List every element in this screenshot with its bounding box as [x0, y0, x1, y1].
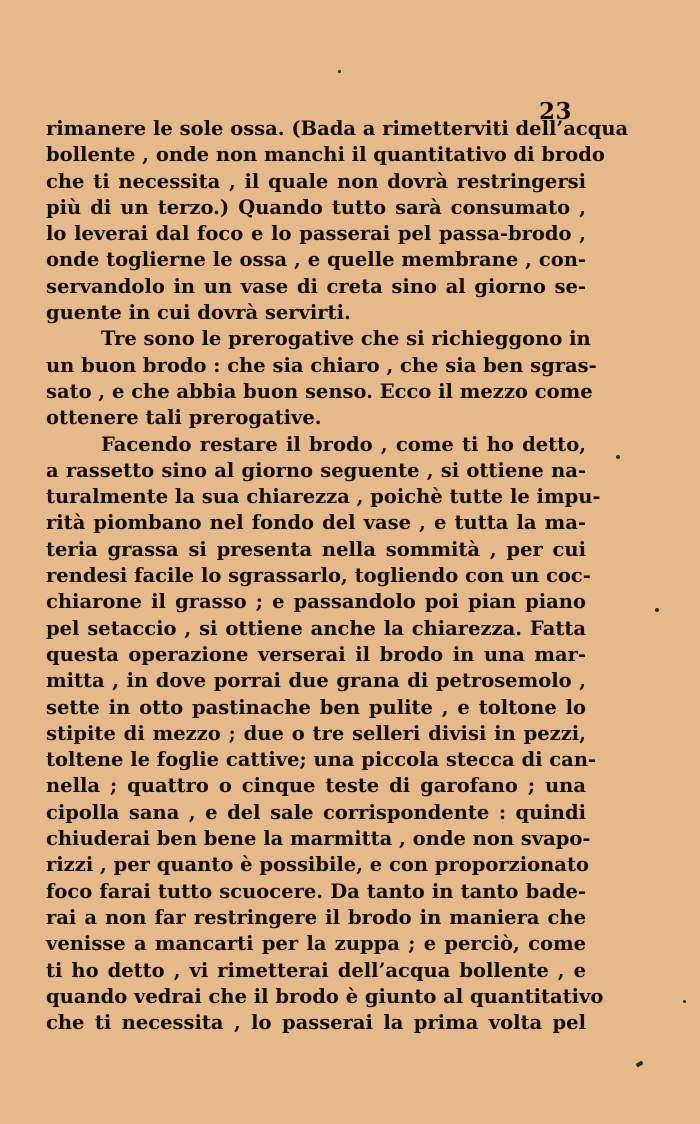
text-line: teria grassa si presenta nella sommità , per cui [46, 537, 586, 561]
text-line: a rassetto sino al giorno seguente , si ottiene na- [46, 458, 586, 482]
text-line: bollente , onde non manchi il quantitativo di brodo [46, 143, 605, 167]
page-text-body [46, 116, 629, 1036]
ink-speck [616, 455, 620, 459]
text-line: mitta , in dove porrai due grana di petrosemolo , [46, 669, 586, 693]
text-line: sette in otto pastinache ben pulite , e toltone lo [46, 695, 586, 719]
page-number: 23 [538, 98, 572, 125]
text-line: cipolla sana , e del sale corrispondente : quindi [46, 800, 586, 824]
text-line: questa operazione verserai il brodo in una mar- [46, 642, 586, 666]
text-line: nella ; quattro o cinque teste di garofano ; una [46, 774, 586, 798]
ink-speck [338, 70, 341, 73]
text-line: guente in cui dovrà servirti. [46, 301, 351, 325]
text-line: più di un terzo.) Quando tutto sarà consumato , [46, 195, 586, 219]
text-line: chiuderai ben bene la marmitta , onde non svapo- [46, 827, 591, 851]
text-line: un buon brodo : che sia chiaro , che sia ben sgras- [46, 353, 597, 377]
text-line: ti ho detto , vi rimetterai dell’acqua bollente , e [46, 958, 586, 982]
ink-speck [655, 608, 659, 612]
text-line: servandolo in un vase di creta sino al giorno se- [46, 274, 586, 298]
text-line: foco farai tutto scuocere. Da tanto in tanto bade- [46, 879, 586, 903]
text-line: ottenere tali prerogative. [46, 406, 322, 430]
ink-speck [683, 1000, 686, 1003]
text-line: turalmente la sua chiarezza , poichè tutte le impu- [46, 485, 601, 509]
text-line: onde toglierne le ossa , e quelle membrane , con- [46, 248, 586, 272]
text-line: rimanere le sole ossa. (Bada a rimetterviti dell’acqua [46, 117, 629, 140]
text-line: chiarone il grasso ; e passandolo poi pian piano [46, 590, 586, 614]
text-line: toltene le foglie cattive; una piccola stecca di can- [46, 748, 597, 772]
text-line: rità piombano nel fondo del vase , e tutta la ma- [46, 511, 586, 535]
ink-speck [635, 1061, 643, 1068]
text-line: lo leverai dal foco e lo passerai pel passa-brodo , [46, 222, 586, 246]
text-line: rendesi facile lo sgrassarlo, togliendo con un coc- [46, 564, 591, 588]
text-line: che ti necessita , il quale non dovrà restringersi [46, 169, 586, 193]
text-line: rizzi , per quanto è possibile, e con proporzionato [46, 853, 589, 877]
text-line: Facendo restare il brodo , come ti ho detto, [101, 432, 586, 456]
text-line: sato , e che abbia buon senso. Ecco il mezzo come [46, 379, 593, 403]
text-line: quando vedrai che il brodo è giunto al quantitativo [46, 984, 604, 1008]
text-line: pel setaccio , si ottiene anche la chiarezza. Fatta [46, 616, 586, 640]
text-line: rai a non far restringere il brodo in maniera che [46, 905, 586, 929]
text-line: stipite di mezzo ; due o tre selleri divisi in pezzi, [46, 721, 586, 745]
text-line: venisse a mancarti per la zuppa ; e perciò, come [46, 932, 586, 956]
text-line: che ti necessita , lo passerai la prima volta pel [46, 1011, 586, 1035]
text-line: Tre sono le prerogative che si richieggono in [101, 327, 591, 351]
